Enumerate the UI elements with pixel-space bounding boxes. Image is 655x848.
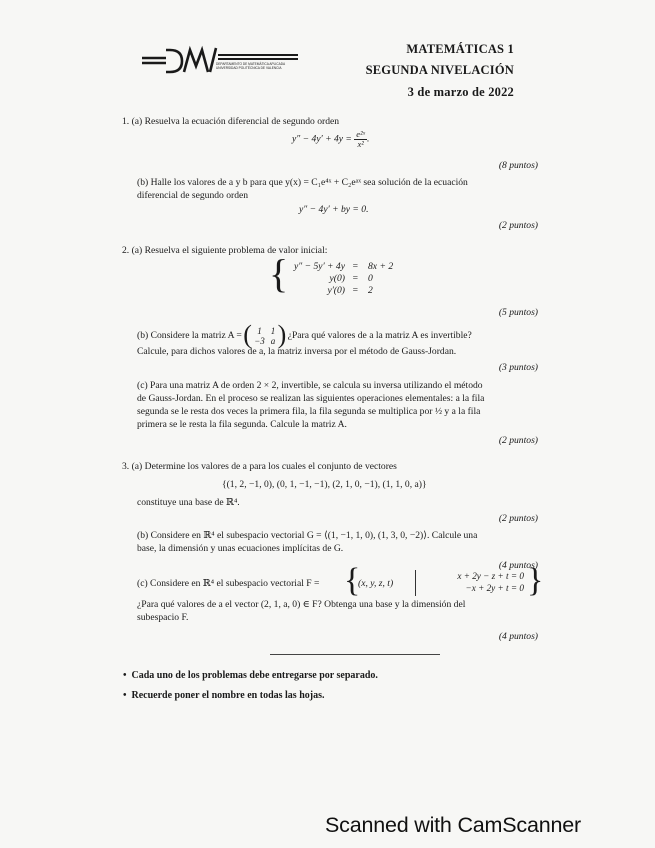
p2b-matrix (243, 320, 287, 349)
p2a-system-right (368, 261, 393, 296)
p3c-variables: (x, y, z, t) (358, 578, 394, 589)
p2c-points: (2 puntos) (498, 435, 538, 446)
p2a-statement: 2. (a) Resuelva el siguiente problema de valor inicial: (122, 245, 328, 256)
matrix-left-paren: ( (243, 320, 252, 349)
p3c-pre: (c) Considere en ℝ⁴ el subespacio vectorial F = (137, 578, 320, 589)
p3c-set-close-brace: } (527, 562, 544, 599)
bullet-icon: • (123, 670, 132, 681)
p3b-statement-1: (b) Considere en ℝ⁴ el subespacio vectorial G = ⟨(1, −1, 1, 0), (1, 3, 0, −2)⟩. Calcule una (137, 530, 478, 541)
p2c-statement-2: de Gauss-Jordan. En el proceso se realizan las siguientes operaciones elementales: a la fila (137, 393, 485, 404)
p2a-sys-r2: 0 (368, 272, 373, 284)
p2a-system-left (283, 261, 345, 296)
exam-title: SEGUNDA NIVELACIÓN (365, 63, 514, 77)
p2b-statement-2: Calcule, para dichos valores de a, la matriz inversa por el método de Gauss-Jordan. (137, 346, 457, 357)
p3c-statement-3: subespacio F. (137, 612, 189, 623)
p2a-sys-eq1: = (352, 261, 359, 272)
p2c-statement-1: (c) Para una matriz A de orden 2 × 2, invertible, se calcula su inversa utilizando el método (137, 380, 483, 391)
p2a-sys-r3: 2 (368, 284, 373, 296)
exam-subject: MATEMÁTICAS 1 (406, 42, 514, 56)
note-text: Recuerde poner el nombre en todas las hojas. (131, 690, 325, 701)
department-logo (140, 44, 300, 78)
p2b-post: ¿Para qué valores de a la matriz A es invertible? (287, 330, 472, 342)
p1a-fraction-num: e²ˣ (356, 129, 366, 139)
p3c-eq-2: −x + 2y + t = 0 (465, 583, 524, 593)
p3c-eq-1: x + 2y − z + t = 0 (457, 571, 524, 581)
bullet-icon: • (123, 690, 132, 701)
exam-date: 3 de marzo de 2022 (407, 85, 514, 99)
p3c-set-bar (415, 570, 416, 596)
p1a-statement: 1. (a) Resuelva la ecuación diferencial de segundo orden (122, 116, 340, 127)
matrix-entry: a (270, 336, 276, 346)
p1b-points: (2 puntos) (498, 220, 538, 231)
dma-logo-icon (140, 44, 220, 78)
p2b-statement-1 (137, 320, 472, 349)
p1a-points: (8 puntos) (498, 160, 538, 171)
matrix-entry: 1 (270, 326, 276, 336)
p2a-points: (5 puntos) (498, 307, 538, 318)
p2a-sys-eq2: = (352, 272, 359, 284)
note-text: Cada uno de los problemas debe entregarse por separado. (131, 670, 378, 681)
p1a-fraction-den: x² (357, 139, 364, 149)
camscanner-watermark: Scanned with CamScanner (325, 813, 581, 837)
p3a-vector-set: {(1, 2, −1, 0), (0, 1, −1, −1), (2, 1, 0, −1), (1, 1, 0, a)} (222, 479, 427, 490)
p2a-system-eq (352, 261, 358, 296)
matrix-entry: −3 (254, 336, 265, 346)
p1a-eq-left: y″ − 4y′ + 4y = (292, 133, 352, 145)
p2c-statement-4: primera se le resta la fila segunda. Calcule la matriz A. (137, 419, 347, 430)
p2b-points: (3 puntos) (498, 362, 538, 373)
p1b-equation: y″ − 4y′ + by = 0. (299, 204, 369, 215)
p2a-system-brace: { (269, 251, 289, 296)
p2b-pre: (b) Considere la matriz A = (137, 330, 242, 342)
separator-line (270, 654, 440, 655)
p2a-sys-l1: y″ − 5y′ + 4y (293, 261, 345, 272)
p1b-statement-1: (b) Halle los valores de a y b para que y(x) = C₁e⁴ˣ + C₂eᵃˣ sea solución de la ecuación (137, 177, 468, 188)
p1a-fraction (354, 129, 370, 149)
p2c-statement-3: segunda se le resta dos veces la primera fila, la fila segunda se multiplica por ½ y a la fila (137, 406, 481, 417)
p3b-statement-2: base, la dimensión y unas ecuaciones implícitas de G. (137, 543, 344, 554)
p3b-points: (4 puntos) (498, 560, 538, 571)
logo-rule-2 (218, 58, 298, 60)
p3c-statement-2: ¿Para qué valores de a el vector (2, 1, a, 0) ∈ F? Obtenga una base y la dimensión del (137, 599, 466, 610)
note-item (123, 670, 378, 681)
p3a-points: (2 puntos) (498, 513, 538, 524)
p1b-statement-2: diferencial de segundo orden (137, 190, 249, 201)
p3a-statement-2: constituye una base de ℝ⁴. (137, 497, 240, 508)
matrix-right-paren: ) (277, 320, 287, 349)
p1a-eq-end: . (367, 133, 370, 145)
logo-rule-1 (218, 54, 298, 56)
note-item (123, 690, 324, 701)
p2a-sys-l2: y(0) (329, 272, 345, 284)
p3c-points: (4 puntos) (498, 631, 538, 642)
p2a-sys-r1: 8x + 2 (368, 261, 394, 272)
matrix-entry: 1 (257, 326, 262, 336)
p1a-equation (292, 130, 369, 149)
p2b-matrix-table (251, 326, 278, 346)
p2a-sys-eq3: = (352, 284, 359, 296)
p2a-sys-l3: y′(0) (327, 284, 345, 296)
p3c-equations (422, 570, 524, 594)
logo-line-2: UNIVERSIDAD POLITÉCNICA DE VALENCIA (216, 66, 282, 70)
logo-line-1: DEPARTAMENTO DE MATEMÁTICA APLICADA (216, 62, 286, 66)
p3a-statement: 3. (a) Determine los valores de a para los cuales el conjunto de vectores (122, 461, 397, 472)
p3c-set-open-brace: { (344, 562, 361, 599)
